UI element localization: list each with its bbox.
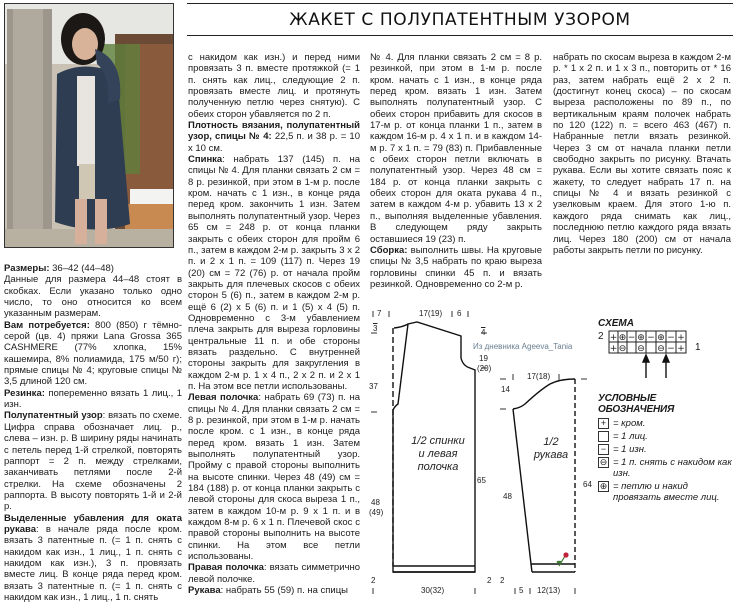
paragraph-text: № 4. Для планки связать 2 см = 8 р. резинкой, при этом в 1-м р. после кром. начать с 1 изн., в конце ряда перед кром. вязать 1 изн. Затем выполнять полупатентный узор. С обеих сторон прибавить для скосов в 17-м р. от конца планки 1 п., затем в каждом 16-м р. 4 x 1 п. и в каждом 14-м р. 7 x 1 п. = 79 (83) п. Прибавленные с обеих сторон петли включать в полупатентный узор. Через 48 см = 184 р. от конца планки закрыть с обеих сторон для оката рукава 4 п., затем в каждом 4-м р. убавить 13 x 2 п., выполняя выделенные убавления. В следующем ряду закрыть оставшиеся 19 (23) п. (370, 52, 542, 245)
paragraph-heading: Плотность вязания, полупатентный узор, спицы № 4: (188, 120, 360, 143)
legend-text: = 1 изн. (613, 444, 647, 455)
dim-left-lower: 48 (371, 498, 380, 507)
dim-body-height: 65 (477, 476, 486, 485)
legend-item (598, 444, 733, 455)
paragraph (4, 274, 182, 319)
paragraph-heading: Полупатентный узор (4, 410, 103, 422)
paragraph-text: 36–42 (44–48) (49, 263, 114, 274)
paragraph-heading: Левая полочка (188, 392, 259, 404)
svg-text:⊖: ⊖ (618, 344, 627, 354)
dim-sleeve-bottom-1: 5 (519, 586, 524, 595)
paragraph-text: : набрать 69 (73) п. на спицы № 4. Для планки связать 2 см = 8 р. резинкой, при этом в 1-м р. начать после кром. с 1 изн., в конце ряда перед кром. вязать 1 изн. Затем выполнять полупатентный узор. Пройму с правой стороны выполнить на высоте спинки. Через 48 (49) см = 184 (188) р. от конца планки закрыть с левой стороны для скоса выреза 1 п., затем в каждом 10-м р. 9 x 1 п. и в каждом 8-м р. 6 x 1 п. Плечевой скос с правой стороны выполнить на высоте спинки. На этом все петли использованы. (188, 392, 361, 563)
dim-neck-slope: 37 (369, 382, 378, 391)
paragraph-heading: Сборка: (370, 244, 408, 256)
sleeve-label-line-1: 1/2 (543, 436, 559, 448)
dim-sleeve-band: 2 (500, 576, 505, 585)
scheme-grid (608, 330, 688, 382)
paragraph-heading: Правая полочка (188, 562, 264, 574)
paragraph-text: : набрать 55 (59) п. на спицы (220, 585, 349, 597)
legend-text: = кром. (613, 418, 646, 429)
paragraph-heading: Размеры: (4, 263, 50, 274)
dim-sleeve-left: 48 (503, 492, 512, 501)
svg-text:+: + (609, 333, 618, 343)
svg-text:⊖: ⊖ (657, 344, 665, 354)
paragraph-text: выполнить швы. На круговые спицы № 3,5 набрать по краю выреза горловины спинки 45 п. и вязать резинкой. Одновременно со 2-м р. (370, 244, 542, 290)
svg-text:+: + (609, 344, 618, 354)
purl-stitch-icon: − (598, 444, 609, 455)
title-bar (187, 3, 733, 36)
watermark: Из дневника Ageeva_Tania (473, 342, 573, 351)
legend-item (598, 418, 733, 429)
paragraph (370, 52, 542, 245)
paragraph (188, 585, 360, 596)
photo-illustration (5, 4, 174, 248)
dim-right-top: 4 (481, 328, 486, 337)
paragraph-text: : набрать 137 (145) п. на спицы № 4. Для планки связать 2 см = 8 р. резинкой, при этом в 1-м р. после кром. начать с 1 изн., в конце ряда перед кром. закончить 1 изн. Затем выполнять полупатентный узор. Через 65 см = 248 р. от конца планки закрыть с обеих сторон для пройм 6 п., затем в каждом 2-м р. закрыть 3 x 2 п. и 2 x 1 п. = 109 (117) п. Через 19 (20) см = 72 (76) р. от начала пройм закрыть для плечевых скосов с обеих сторон 5 (6) п., затем в каждом 2-м р. ещё 6 (2) x 5 (6) п. и 1 (5) x 4 (5) п. Одновременно с 3-м убавлением плеча закрыть для выреза горловины центральные 11 п. и обе стороны вязать раздельно. С внутренней стороны закрыть для закругления в каждом 2-м р. 1 x 4 п., 2 x 2 п. и 2 x 1 п. На этом все петли использованы. (188, 154, 360, 392)
body-label-line-2: и левая (418, 448, 458, 460)
legend-text: = петлю и накид провязать вместе лиц. (613, 481, 720, 503)
paragraph (4, 320, 182, 388)
legend-item (598, 431, 733, 442)
stitch-scheme (596, 318, 732, 388)
dim-bottom-width: 30(32) (421, 586, 445, 595)
svg-text:−: − (647, 333, 655, 343)
edge-stitch-icon: + (598, 418, 609, 429)
text-column-3 (370, 52, 542, 290)
scheme-title: СХЕМА (598, 318, 634, 329)
svg-text:⊕: ⊕ (637, 333, 645, 343)
paragraph-text: : в начале ряда после кром. вязать 3 патентные п. (= 1 п. снять с накидом как изн., 1 лиц., 1 п. снять с накидом как изн.), 3 п. провязать вместе лиц. В конце ряда перед кром. вязать 3 патентные п. (= 1 п. снять с накидом как изн., 1 лиц., 1 п. снять (4, 523, 182, 603)
paragraph-heading: Спинка (188, 154, 223, 166)
text-column-1 (4, 263, 182, 603)
paragraph-text: Данные для размера 44–48 стоят в скобках. Если указано только одно число, то оно относится ко всем указанным размерам. (4, 274, 182, 320)
svg-text:⊕: ⊕ (657, 333, 665, 343)
legend-title: УСЛОВНЫЕ ОБОЗНАЧЕНИЯ (598, 393, 675, 415)
dim-sleeve-cap: 14 (501, 385, 510, 394)
legend-item (598, 457, 733, 479)
pattern-diagram (365, 300, 610, 611)
scheme-row-2-label: 2 (598, 331, 604, 342)
dim-left-lower-alt: (49) (369, 508, 384, 517)
knit-together-yo-icon: ⊕ (599, 481, 608, 491)
svg-text:+: + (677, 344, 685, 354)
dim-top-right: 6 (457, 309, 462, 318)
paragraph (4, 263, 182, 274)
paragraph-heading: Вам потребуется: (4, 319, 90, 331)
legend-text: = 1 п. снять с накидом как изн. (613, 457, 732, 479)
model-photo (4, 3, 174, 248)
svg-text:⊕: ⊕ (618, 333, 627, 343)
dim-left-top: 3 (373, 324, 378, 333)
paragraph (188, 52, 360, 120)
paragraph-text: с накидом как изн.) и перед ними провязать 3 п. вместе протяжкой (= 1 п. снять как лиц., следующие 2 п. провязать вместе лиц. и протянуть полученную петлю через снятую). С обеих сторон убавляется по 2 п. (188, 52, 360, 120)
dim-top-neck: 17(19) (419, 309, 443, 318)
knit-stitch-icon (598, 431, 609, 442)
paragraph-text: : вязать симметрично левой полочке. (188, 562, 360, 585)
svg-text:+: + (677, 333, 685, 343)
legend-text: = 1 лиц. (613, 431, 648, 442)
dim-sleeve-top: 17(18) (527, 372, 551, 381)
text-column-2 (188, 52, 360, 597)
paragraph-text: : вязать по схеме. Цифра справа обозначает лиц. р., слева – изн. р. В ширину ряды начинать с петель перед 1-й стрелкой, повторять раппорт = 2 п. между стрелками, заканчивать петлями после 2-й стрелки. На схеме обозначены 2 раппорта. В высоту повторять 1-й и 2-й р. (4, 410, 182, 513)
paragraph-text: набрать по скосам выреза в каждом 2-м р. * 1 x 2 п. и 1 x 3 п., повторить от * 16 раз, затем набрать ещё 2 x 2 п. (достигнут конец скоса) – по скосам выреза расположены по 89 п., по вертикальным краям полочек набрать по 120 (122) п. = всего 463 (467) п. Набранные петли вязать резинкой. Через 3 см от начала планки петли свободно закрыть по рисунку. Втачать рукава. Если вы хотите связать пояс к жакету, то следует набрать 17 п. на спицы № 4 и вязать резинкой с узелковым краем. Для этого 1-ю п. каждого ряда снимать как лиц., последнюю петлю каждого ряда вязать лиц. Через 180 (200) см от начала работы закрыть петли по рисунку. (553, 52, 732, 256)
paragraph (188, 562, 360, 585)
page-title: ЖАКЕТ С ПОЛУПАТЕНТНЫМ УЗОРОМ (289, 9, 631, 30)
paragraph (188, 392, 360, 562)
paragraph (4, 388, 182, 411)
paragraph (370, 245, 542, 290)
legend-item (598, 481, 733, 503)
slip-yo-icon: ⊖ (599, 457, 608, 467)
repeat-arrows (643, 355, 669, 378)
dim-sleeve-right: 64 (583, 480, 592, 489)
dim-sleeve-bottom-2: 12(13) (537, 586, 561, 595)
legend-items (598, 418, 733, 503)
paragraph (4, 410, 182, 512)
body-label-line-3: полочка (417, 461, 459, 473)
dim-armhole: 19 (479, 354, 488, 363)
paragraph (188, 154, 360, 392)
dim-armhole-alt: (20) (477, 364, 492, 373)
paragraph-text: 22,5 п. и 38 р. = 10 x 10 см. (188, 131, 360, 154)
body-piece-label (405, 435, 471, 474)
paragraph-heading: Резинка: (4, 387, 45, 399)
sleeve-piece-outline (513, 379, 575, 572)
dim-top-shoulder: 7 (377, 309, 382, 318)
dim-band-left: 2 (371, 576, 376, 585)
dim-band-right: 2 (487, 576, 492, 585)
sleeve-piece-label (529, 436, 573, 462)
scheme-row-1-label: 1 (695, 342, 701, 353)
body-label-line-1: 1/2 спинки (411, 435, 465, 447)
svg-text:−: − (627, 333, 636, 343)
text-column-4 (553, 52, 731, 256)
paragraph-heading: Рукава (188, 585, 221, 597)
sleeve-label-line-2: рукава (533, 449, 569, 461)
legend (598, 393, 733, 505)
svg-text:⊖: ⊖ (637, 344, 645, 354)
svg-text:−: − (667, 344, 675, 354)
paragraph (188, 120, 360, 154)
paragraph-text: 800 (850) г тёмно-серой (цв. 4) пряжи Lana Grossa 365 CASHMERE (77% хлопка, 15% кашемира, 8% полиамида, 175 м/50 г); прямые спицы № 4; круговые спицы № 3,5 длиной 120 см. (4, 319, 182, 388)
paragraph-text: попеременно вязать 1 лиц., 1 изн. (4, 387, 182, 411)
paragraph (553, 52, 731, 256)
svg-text:−: − (667, 333, 675, 343)
paragraph-heading: Выделенные убавления для оката рукава (4, 512, 182, 535)
paragraph (4, 513, 182, 604)
